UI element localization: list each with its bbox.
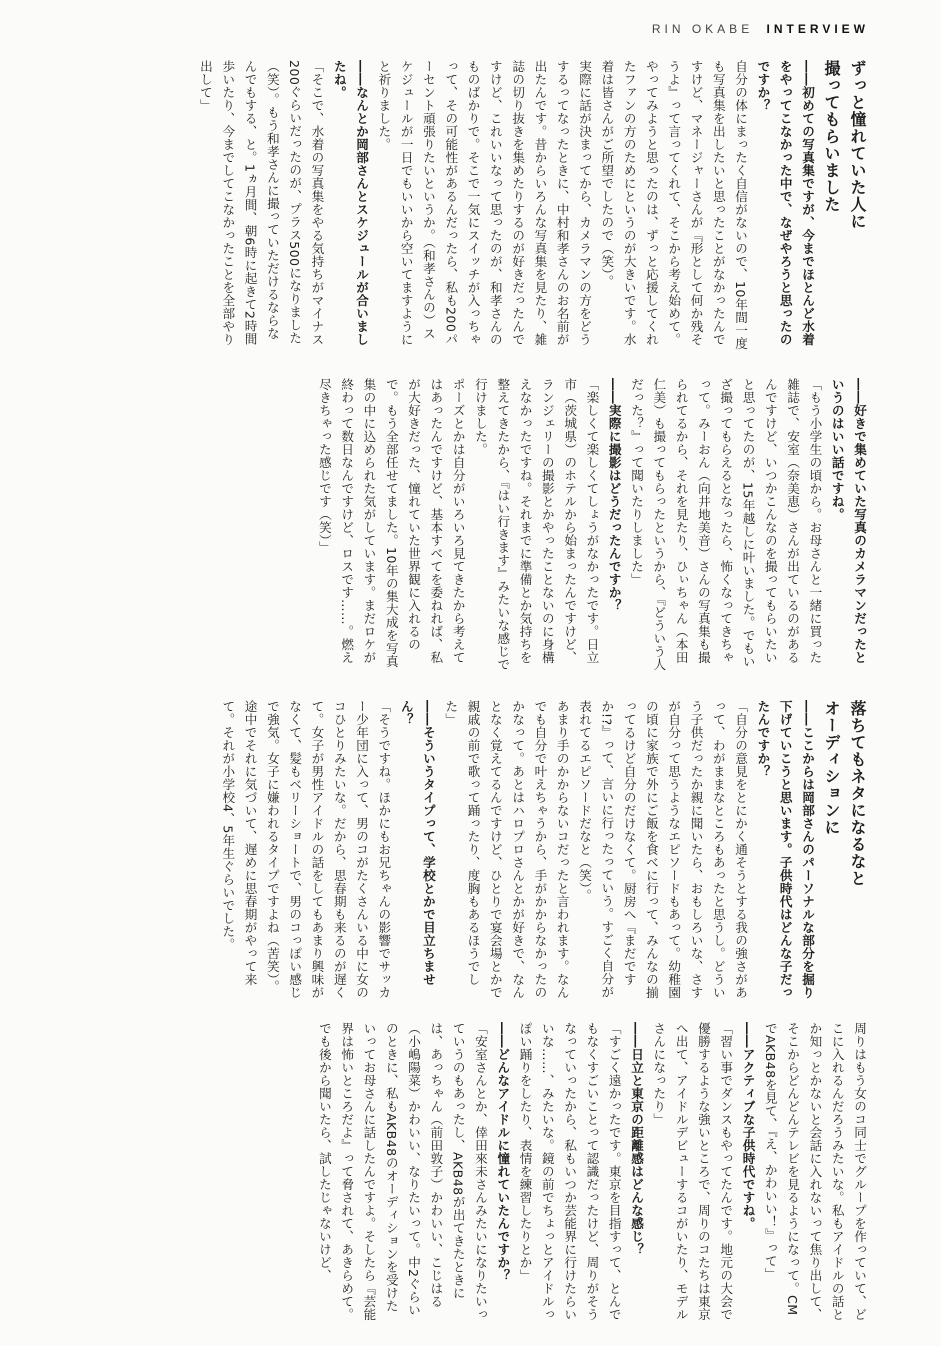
interview-question: ――アクティブな子供時代ですね。 — [740, 1022, 756, 1230]
interview-answer: 「そうですね。ほかにもお兄ちゃんの影響でサッカー少年団に入って、男のコがたくさんいる中に女のコひとりみたいな。だから、思春期も来るのが遅くて。女子が男性アイドルの話をしてもあまり興味がなくて、髪もベリーショートで、男のコっぽい感じで強気。女子に嫌われるタイプですよね（苦笑）。途中でそれに気づいて、遅めに思春期がやって来て。それが小学校4、5年生ぐらいでした。 — [220, 700, 392, 999]
article-tier-1 — [110, 60, 870, 350]
interview-answer: 周りはもう女のコ同士でグループを作っていて、どこに入れるんだろうみたいな。私もアイドルの話とか知っとかないと会話に入れないって焦り出して、そこからどんどんテレビを見るようになって。CMでAKB48を見て、『え、かわいい！』って」 — [762, 1022, 867, 1321]
interview-answer: 「すごく遠かったです。東京を目指すって、とんでもなくすごいことって認識だったけど、周りがそうなっていったから、私もいつか芸能界に行けたらいいな……、みたいな。鏡の前でちょっとアイドルっぽい踊りをしたり、表情を練習したりとか」 — [517, 1022, 622, 1321]
interview-answer: 「習い事でダンスもやってたんです。地元の大会で優勝するような強いところで、周りのコたちは東京へ出て、アイドルデビューするコがいたり、モデルさんになったり」 — [651, 1022, 734, 1321]
interview-answer: ポーズとかは自分がいろいろ見てきたから考えてはあったんですけど、基本すべてを委ねれば、私が大好きだった、憧れていた世界観に入れるので。もう全部任せてました。10年の集大成を写真集の中に込められた気がしています。まだロケが終わって数日なんですけど、ロスです……。燃え尽きちゃった感じです（笑）」 — [316, 378, 466, 668]
interview-question: ――好きで集めていた写真のカメラマンだったというのはいい話ですね。 — [829, 378, 867, 664]
interview-question: ――ここからは岡部さんのパーソナルな部分を掘り下げていこうと思います。子供時代はどんな子だったんですか？ — [755, 700, 815, 999]
interviewee-name: RIN OKABE — [651, 22, 754, 36]
running-header — [652, 22, 869, 36]
interview-answer: 「安室さんとか、倖田來未さんみたいになりたいっていうのもあったし、AKB48が出てきたときには、あっちゃん（前田敦子）かわいい、こじはる（小嶋陽菜）かわいい、なりたいって。中2ぐらいのときに、私もAKB48のオーディションを受けたいってお母さんに話したんですよ。そしたら『芸能界は怖いところだよ』って脅されて、あきらめて。でも後から聞いたら、試したじゃないけど、 — [316, 1022, 488, 1321]
interview-question: ――どんなアイドルに憧れていたんですか？ — [495, 1022, 511, 1282]
section-heading-line-1: 落ちてもネタになるなと — [848, 700, 867, 887]
interview-question: ――なんとか岡部さんとスケジュールが合いましたね。 — [331, 60, 370, 346]
article-tier-2 — [110, 378, 870, 674]
interview-answer: あまり手のかからないコだったと言われます。なんでも自分で叶えちゃうから、手がかからなかったのかなって。あとはハロプロさんとかが好きで、なんとなく覚えてるんですけど、ひとりで宴会場とかで親戚の前で歌って踊ったり、度胸もあるほうでした」 — [443, 700, 570, 999]
section-heading-line-1: ずっと憧れていた人に — [848, 60, 867, 230]
interview-question: ――実際に撮影はどうだったんですか？ — [606, 378, 622, 612]
interview-answer: 「自分の意見をとにかく通そうとする我の強さがあって、わがままなところもあったと思うし。どういう子供だったか親に聞いたら、おもしろいな、さすが自分って思うようなエピソードもあって。幼稚園の頃に家族で外にご飯を食べに行って、みんなの揃ってるけど自分のだけなくて。厨房へ『まだですか!?』って、言いに行ったっていう。すごく自分が表れてるエピソードだなと（笑）。 — [577, 700, 749, 999]
article-tier-3 — [110, 700, 870, 1000]
interview-answer: 「楽しくて楽しくてしょうがなかったです。日立市（茨城県）のホテルから始まったんですけど、ランジェリーの撮影とかやったことないのに身構えなかったですね。それまでに準備とか気持ちを整えてきたから、『はい行きます』みたいな感じで行けました。 — [472, 378, 600, 671]
interview-answer: 実際に話が決まってから、カメラマンの方をどうするってなったときに、中村和孝さんのお名前が出たんです。昔からいろんな写真集を見たり、雑誌の切り抜きを集めたりするのが好きだったんですけど、これいいなって思ったのが、和孝さんのものばかりで。そこで一気にスイッチが入っちゃって、その可能性があるんだったら、私も200パーセント頑張りたいというか。（和孝さんの）スケジュールが一日でもいいから空いてますようにと祈りました。 — [376, 60, 593, 346]
section-heading-line-2: 撮ってもらいました — [822, 60, 841, 213]
interview-question: ――日立と東京の距離感はどんな感じ？ — [629, 1022, 645, 1256]
interview-answer: 自分の体にまったく自信がないので、10年間一度も写真集を出したいと思ったことがなかったんですけど、マネージャーさんが『形として何か残そうよ』って言ってくれて、そこから考え始めて。やってみようと思ったのは、ずっと応援してくれたファンの方のためにというのが大きいです。水着は皆さんがご所望でしたので（笑）。 — [599, 60, 749, 350]
interview-answer: 「もう小学生の頃から。お母さんと一緒に買った雑誌で、安室（奈美恵）さんが出ているのがあるんですけど、いつかこんなのを撮ってもらいたいと思ってたのが、15年越しに叶いました。でもいざ撮ってもらえるとなったら、怖くなってきちゃって。みーおん（向井地美音）さんの写真集も撮られてるから、それを見たり、ひぃちゃん（本田仁美）も撮ってもらったというから、『どういう人だった？』って聞いたりしました」 — [629, 378, 823, 671]
interview-question: ――初めての写真集ですが、今までほとんど水着をやってこなかった中で、なぜやろうと思ったのですか？ — [755, 60, 815, 346]
section-label: INTERVIEW — [766, 22, 869, 36]
interview-question: ――そういうタイプって、学校とかで目立ちません？ — [398, 700, 436, 986]
article-tier-4 — [110, 1022, 870, 1322]
interview-answer: 「そこで、水着の写真集をやる気持ちがマイナス200ぐらいだったのが、プラス500になりました（笑）。もう和孝さんに撮っていただけるならなんでもする、と。1ヵ月間、朝6時に起きて2時間歩いたり、今までしてこなかったことを全部やり出して」 — [197, 60, 325, 346]
section-heading-line-2: オーディションに — [822, 700, 841, 836]
